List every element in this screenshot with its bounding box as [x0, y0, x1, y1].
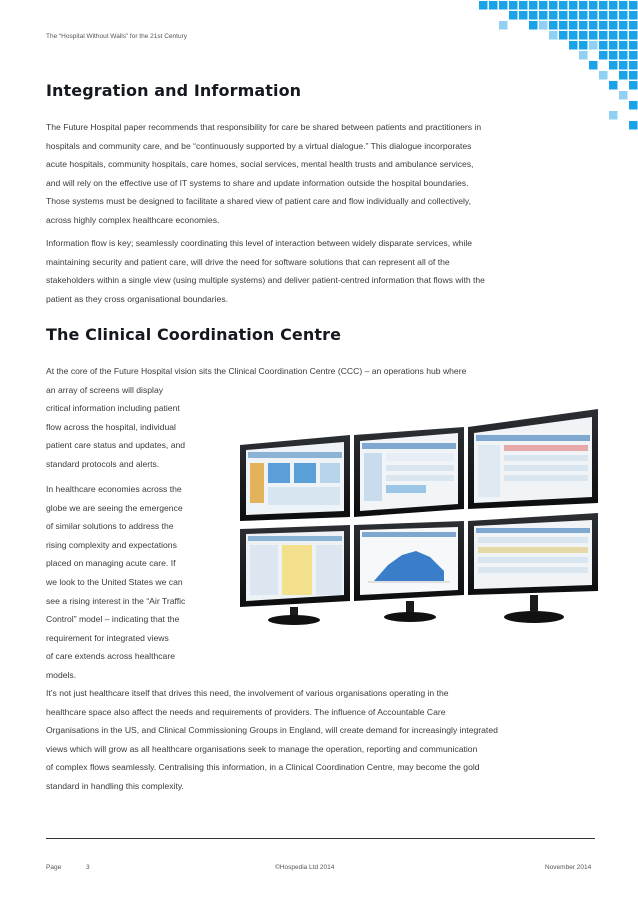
text-line: globe we are seeing the emergence	[46, 502, 183, 513]
pixel-tile	[629, 1, 638, 10]
pixel-tile	[609, 81, 618, 90]
pixel-tile	[559, 1, 568, 10]
text-line: rising complexity and expectations	[46, 539, 177, 550]
text-line: patient care status and updates, and	[46, 440, 186, 451]
monitor-top-right	[468, 409, 598, 509]
pixel-tile	[579, 51, 588, 60]
pixel-tile	[569, 1, 578, 10]
pixel-tile	[609, 11, 618, 20]
pixel-tile	[579, 31, 588, 40]
pixel-tile	[619, 31, 628, 40]
pixel-tile	[629, 51, 638, 60]
text-line: healthcare space also affect the needs and requirements of providers. The influence of Accountable Care	[46, 706, 446, 717]
text-line: standard protocols and alerts.	[46, 458, 160, 469]
text-line: stakeholders within a single view (using multiple systems) and deliver patient-centred information that flows with the	[46, 275, 485, 286]
pixel-tile	[619, 91, 628, 100]
pixel-tile	[589, 1, 598, 10]
section-heading-integration: Integration and Information	[46, 81, 302, 100]
pixel-tile	[529, 1, 538, 10]
pixel-tile	[629, 101, 638, 110]
paragraph-integration-1	[46, 118, 598, 230]
pixel-tile	[519, 1, 528, 10]
pixel-tile	[589, 31, 598, 40]
pixel-tile	[599, 11, 608, 20]
monitor-bottom-right	[468, 513, 598, 595]
text-line: models.	[46, 669, 77, 680]
section-heading-ccc: The Clinical Coordination Centre	[46, 325, 342, 344]
running-header: The “Hospital Without Walls” for the 21st Century	[46, 33, 188, 40]
pixel-tile	[619, 41, 628, 50]
text-line: Organisations in the US, and Clinical Commissioning Groups in England, will create demand for increasingly integrated	[46, 725, 498, 736]
pixel-tile	[589, 21, 598, 30]
pixel-tile	[629, 81, 638, 90]
text-line: Those systems must be designed to facilitate a shared view of patient care and flow individually and collectively,	[46, 196, 471, 207]
pixel-tile	[589, 11, 598, 20]
pixel-tile	[579, 41, 588, 50]
paragraph-integration-2	[46, 234, 598, 308]
text-line: The Future Hospital paper recommends that responsibility for care be shared between patients and practitioners in	[46, 122, 482, 132]
pixel-tile	[609, 111, 618, 120]
pixel-tile	[489, 1, 498, 10]
pixel-tile	[619, 51, 628, 60]
text-line: and will rely on the effective use of IT systems to share and update information outside the hospital boundaries.	[46, 177, 469, 188]
text-line: At the core of the Future Hospital vision sits the Clinical Coordination Centre (CCC) – an operations hub where	[46, 366, 467, 376]
pixel-tile	[479, 1, 488, 10]
pixel-tile	[519, 11, 528, 20]
pixel-tile	[619, 71, 628, 80]
monitor-bottom-left	[240, 525, 350, 607]
pixel-tile	[619, 1, 628, 10]
text-line: of complex flows seamlessly. Centralising this information, in a Clinical Coordination Centre, may become the gold	[46, 762, 480, 773]
footer-date: November 2014	[545, 864, 592, 871]
text-line: critical information including patient	[46, 403, 180, 414]
pixel-tile	[579, 1, 588, 10]
pixel-tile	[609, 21, 618, 30]
pixel-tile	[559, 21, 568, 30]
pixel-tile	[509, 1, 518, 10]
pixel-tile	[499, 21, 508, 30]
text-line: It’s not just healthcare itself that drives this need, the involvement of various organisations operating in the	[46, 688, 449, 698]
pixel-tile	[599, 71, 608, 80]
pixel-tile	[579, 11, 588, 20]
text-line: placed on managing acute care. If	[46, 558, 176, 569]
pixel-tile	[569, 11, 578, 20]
monitor-top-left	[240, 435, 350, 521]
pixel-tile	[549, 21, 558, 30]
pixel-tile	[589, 41, 598, 50]
text-line: In healthcare economies across the	[46, 484, 182, 494]
footer-divider	[46, 838, 595, 839]
pixel-tile	[619, 21, 628, 30]
pixel-tile	[579, 21, 588, 30]
pixel-tile	[629, 21, 638, 30]
monitor-wall-image	[238, 405, 600, 633]
pixel-tile	[619, 11, 628, 20]
pixel-tile	[539, 21, 548, 30]
pixel-tile	[629, 31, 638, 40]
pixel-tile	[609, 41, 618, 50]
pixel-tile	[629, 71, 638, 80]
pixel-tile	[609, 61, 618, 70]
text-line: of similar solutions to address the	[46, 521, 174, 532]
pixel-tile	[549, 11, 558, 20]
text-line: across highly complex healthcare economies.	[46, 214, 220, 225]
text-line: an array of screens will display	[46, 384, 164, 395]
pixel-tile	[599, 1, 608, 10]
text-line: standard in handling this complexity.	[46, 780, 184, 791]
pixel-tile	[619, 61, 628, 70]
pixel-tile	[609, 31, 618, 40]
pixel-tile	[539, 11, 548, 20]
text-line: we look to the United States we can	[46, 576, 183, 587]
text-line: Information flow is key; seamlessly coordinating this level of interaction between widely disparate services, while	[46, 238, 473, 248]
pixel-tile	[529, 21, 538, 30]
pixel-tile	[629, 41, 638, 50]
pixel-tile	[629, 61, 638, 70]
pixel-tile	[559, 31, 568, 40]
pixel-tile	[599, 31, 608, 40]
paragraph-ccc-3	[46, 684, 598, 796]
pixel-tile	[509, 11, 518, 20]
text-line: hospitals and community care, and be “continuously supported by a virtual dialogue.” This dialogue incorporates	[46, 140, 472, 151]
pixel-tile	[549, 1, 558, 10]
pixel-tile	[609, 51, 618, 60]
decorative-pixel-corner	[478, 0, 638, 130]
footer-copyright: ©Hospedia Ltd 2014	[275, 864, 335, 871]
monitor-top-center	[354, 427, 464, 517]
pixel-tile	[599, 41, 608, 50]
text-line: of care extends across healthcare	[46, 651, 175, 662]
text-line: views which will grow as all healthcare organisations seek to manage the operation, reporting and communication	[46, 743, 478, 754]
text-line: flow across the hospital, individual	[46, 421, 176, 432]
pixel-tile	[599, 21, 608, 30]
pixel-tile	[539, 1, 548, 10]
text-line: patient as they cross organisational boundaries.	[46, 293, 229, 304]
pixel-tile	[569, 41, 578, 50]
pixel-tile	[529, 11, 538, 20]
text-line: maintaining security and patient care, will drive the need for software solutions that can represent all of the	[46, 256, 450, 267]
pixel-tile	[589, 61, 598, 70]
pixel-tile	[629, 11, 638, 20]
text-line: Control” model – indicating that the	[46, 614, 180, 625]
text-line: see a rising interest in the “Air Traffic	[46, 595, 186, 606]
pixel-tile	[559, 11, 568, 20]
pixel-tile	[629, 121, 638, 130]
pixel-tile	[549, 31, 558, 40]
pixel-tile	[569, 21, 578, 30]
pixel-tile	[599, 51, 608, 60]
text-line: acute hospitals, community hospitals, care homes, social services, mental health trusts and ambulance services,	[46, 159, 474, 170]
pixel-tile	[609, 1, 618, 10]
footer-page-number: 3	[86, 864, 90, 871]
pixel-tile	[499, 1, 508, 10]
text-line: requirement for integrated views	[46, 632, 169, 643]
monitor-bottom-center	[354, 521, 464, 601]
pixel-tile	[569, 31, 578, 40]
footer-page-label: Page	[46, 864, 62, 871]
